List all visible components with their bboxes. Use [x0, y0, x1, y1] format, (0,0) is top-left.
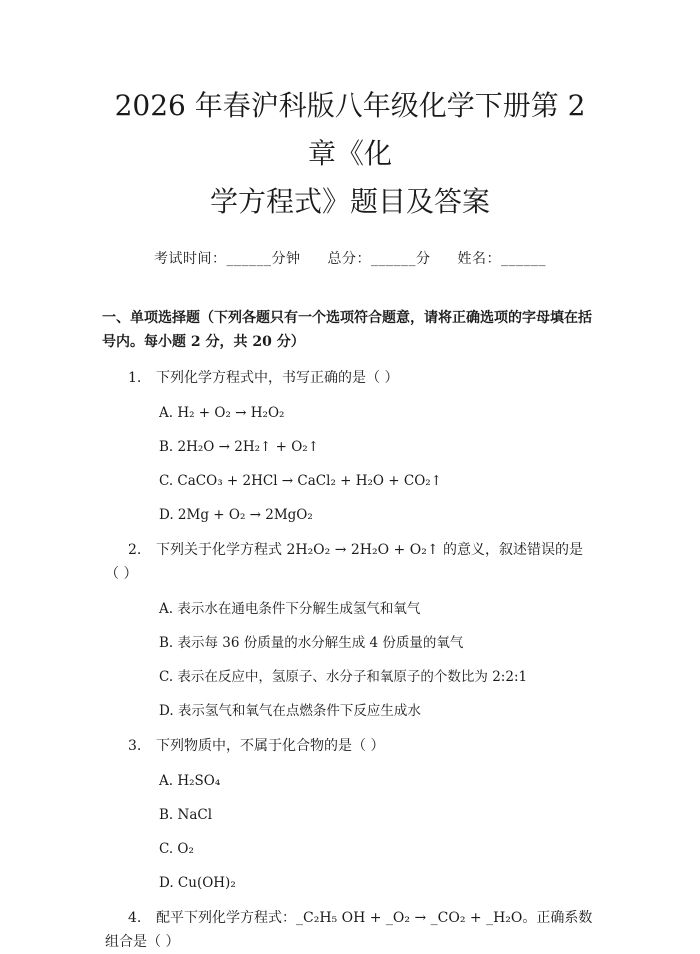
option-b[interactable]: B. 表示每 36 份质量的水分解生成 4 份质量的氧气 — [159, 635, 464, 651]
question-text: 配平下列化学方程式：_C₂H₅ OH + _O₂ → _CO₂ + _H₂O。正确系数组合是（ ） — [105, 910, 593, 950]
option-a[interactable]: A. 表示水在通电条件下分解生成氢气和氧气 — [159, 601, 421, 617]
question-number: 3. — [128, 738, 142, 754]
question-text: 下列物质中，不属于化合物的是（ ） — [156, 738, 385, 754]
option-d[interactable]: D. Cu(OH)₂ — [159, 875, 236, 891]
option-a[interactable]: A. H₂SO₄ — [159, 773, 221, 789]
question-number: 2. — [128, 542, 142, 558]
document-title — [105, 0, 595, 226]
question-1 — [105, 366, 595, 526]
question-4 — [105, 906, 595, 954]
question-2 — [105, 538, 595, 722]
section-heading: 一、单项选择题（下列各题只有一个选项符合题意，请将正确选项的字母填在括号内。每小题 2 分，共 20 分） — [102, 310, 592, 350]
question-list — [105, 366, 595, 954]
option-d[interactable]: D. 表示氢气和氧气在点燃条件下反应生成水 — [159, 703, 421, 719]
option-d[interactable]: D. 2Mg + O₂ → 2MgO₂ — [159, 507, 313, 523]
question-text: 下列关于化学方程式 2H₂O₂ → 2H₂O + O₂↑ 的意义，叙述错误的是（ ） — [105, 542, 584, 582]
exam-name: 姓名：______ — [457, 251, 546, 267]
option-c[interactable]: C. CaCO₃ + 2HCl → CaCl₂ + H₂O + CO₂↑ — [159, 473, 443, 489]
question-number: 1. — [128, 370, 142, 386]
title-line-2: 学方程式》题目及答案 — [209, 185, 490, 218]
option-c[interactable]: C. O₂ — [159, 841, 194, 857]
question-number: 4. — [128, 910, 142, 926]
question-3 — [105, 734, 595, 894]
option-a[interactable]: A. H₂ + O₂ → H₂O₂ — [159, 405, 285, 421]
question-stem — [105, 366, 595, 390]
question-stem — [105, 906, 595, 954]
exam-meta — [105, 248, 595, 268]
question-stem — [105, 734, 595, 758]
title-line-1: 2026 年春沪科版八年级化学下册第 2 章《化 — [114, 89, 586, 170]
option-b[interactable]: B. NaCl — [159, 807, 213, 823]
exam-time: 考试时间：______分钟 — [154, 251, 301, 267]
option-b[interactable]: B. 2H₂O → 2H₂↑ + O₂↑ — [159, 439, 320, 455]
question-text: 下列化学方程式中，书写正确的是（ ） — [156, 370, 399, 386]
option-c[interactable]: C. 表示在反应中，氢原子、水分子和氧原子的个数比为 2:2:1 — [159, 669, 528, 685]
question-stem — [105, 538, 595, 586]
exam-score: 总分：______分 — [327, 251, 431, 267]
